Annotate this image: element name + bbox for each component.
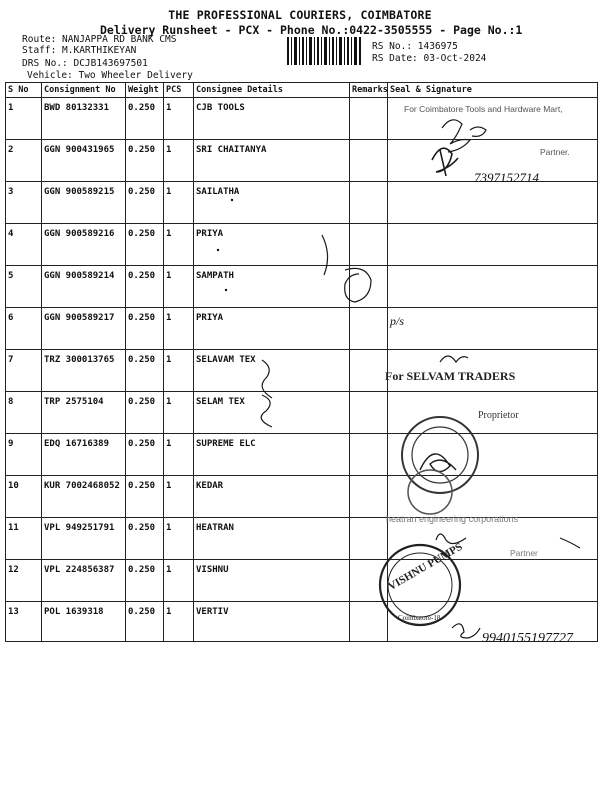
row13-note: 9940155197727 xyxy=(482,631,573,646)
row-sno: 13 xyxy=(6,602,42,642)
row-sno: 9 xyxy=(6,434,42,476)
row-pcs: 1 xyxy=(164,434,194,476)
vishnu-pumps-stamp xyxy=(380,541,464,625)
row-consignee: SRI CHAITANYA xyxy=(194,140,350,182)
row-pcs: 1 xyxy=(164,392,194,434)
phone-note: 7397152714 xyxy=(474,170,539,185)
rs-date: RS Date: 03-Oct-2024 xyxy=(372,53,487,64)
row-consignment: GGN 900589215 xyxy=(42,182,126,224)
row-sno: 3 xyxy=(6,182,42,224)
row-consignment: GGN 900589216 xyxy=(42,224,126,266)
row-pcs: 1 xyxy=(164,224,194,266)
row-sno: 5 xyxy=(6,266,42,308)
row-weight: 0.250 xyxy=(126,518,164,560)
row-consignment: GGN 900589214 xyxy=(42,266,126,308)
row-weight: 0.250 xyxy=(126,560,164,602)
row2-signature xyxy=(432,148,458,176)
staff-line: Staff: M.KARTHIKEYAN xyxy=(22,45,137,56)
cjb-partner-text: Partner. xyxy=(540,147,570,157)
col-weight: Weight xyxy=(126,83,164,98)
row-sno: 10 xyxy=(6,476,42,518)
row-pcs: 1 xyxy=(164,350,194,392)
row-pcs: 1 xyxy=(164,476,194,518)
row-consignment: GGN 900431965 xyxy=(42,140,126,182)
row8-scribble xyxy=(261,395,272,427)
row-consignee: PRIYA xyxy=(194,224,350,266)
row-weight: 0.250 xyxy=(126,392,164,434)
row-pcs: 1 xyxy=(164,560,194,602)
row-consignee: SAMPATH xyxy=(194,266,350,308)
row-sno: 4 xyxy=(6,224,42,266)
row-consignee: SUPREME ELC xyxy=(194,434,350,476)
row-pcs: 1 xyxy=(164,140,194,182)
remarks-scribble xyxy=(322,235,371,302)
row-pcs: 1 xyxy=(164,266,194,308)
col-consignment: Consignment No xyxy=(42,83,126,98)
drs-line: DRS No.: DCJB143697501 xyxy=(22,58,148,69)
row-consignment: GGN 900589217 xyxy=(42,308,126,350)
col-sno: S No xyxy=(6,83,42,98)
company-title: THE PROFESSIONAL COURIERS, COIMBATORE xyxy=(168,8,432,22)
route-line: Route: NANJAPPA RD BANK CMS xyxy=(22,34,177,45)
row-sno: 11 xyxy=(6,518,42,560)
row-weight: 0.250 xyxy=(126,140,164,182)
row-weight: 0.250 xyxy=(126,266,164,308)
row-consignee: VISHNU xyxy=(194,560,350,602)
row-weight: 0.250 xyxy=(126,308,164,350)
row-sno: 1 xyxy=(6,98,42,140)
row-pcs: 1 xyxy=(164,182,194,224)
row-consignment: TRP 2575104 xyxy=(42,392,126,434)
row-weight: 0.250 xyxy=(126,434,164,476)
row-weight: 0.250 xyxy=(126,224,164,266)
rs-number: RS No.: 1436975 xyxy=(372,41,458,52)
row-pcs: 1 xyxy=(164,602,194,642)
row-consignee: CJB TOOLS xyxy=(194,98,350,140)
cjb-stamp-text: For Coimbatore Tools and Hardware Mart, xyxy=(404,104,563,114)
row-consignee: PRIYA xyxy=(194,308,350,350)
row-consignee: SELAM TEX xyxy=(194,392,350,434)
row-pcs: 1 xyxy=(164,98,194,140)
row-consignment: EDQ 16716389 xyxy=(42,434,126,476)
row-consignee: KEDAR xyxy=(194,476,350,518)
row-sno: 12 xyxy=(6,560,42,602)
row-consignee: VERTIV xyxy=(194,602,350,642)
row-weight: 0.250 xyxy=(126,476,164,518)
row-pcs: 1 xyxy=(164,518,194,560)
row-sno: 7 xyxy=(6,350,42,392)
supreme-round-stamp xyxy=(402,417,478,493)
row-sno: 2 xyxy=(6,140,42,182)
row-consignee: SELAVAM TEX xyxy=(194,350,350,392)
col-remarks: Remarks xyxy=(350,83,388,98)
cjb-signature xyxy=(442,120,486,152)
row-consignment: VPL 949251791 xyxy=(42,518,126,560)
row-consignment: VPL 224856387 xyxy=(42,560,126,602)
row-consignment: TRZ 300013765 xyxy=(42,350,126,392)
row-pcs: 1 xyxy=(164,308,194,350)
row-weight: 0.250 xyxy=(126,602,164,642)
row-weight: 0.250 xyxy=(126,182,164,224)
row-consignment: POL 1639318 xyxy=(42,602,126,642)
selvam-stamp: For SELVAM TRADERS xyxy=(385,369,516,383)
vishnu-partner: Partner xyxy=(510,548,538,558)
row-consignment: BWD 80132331 xyxy=(42,98,126,140)
row-consignee: SAILATHA xyxy=(194,182,350,224)
runsheet-title: Delivery Runsheet - PCX - Phone No.:0422-3505555 - Page No.:1 xyxy=(100,23,523,37)
row-consignee: HEATRAN xyxy=(194,518,350,560)
col-pcs: PCS xyxy=(164,83,194,98)
row-consignment: KUR 7002468052 xyxy=(42,476,126,518)
row-weight: 0.250 xyxy=(126,98,164,140)
vishnu-city-text: Coimbatore-18 xyxy=(398,614,441,622)
row13-signature xyxy=(452,624,480,638)
col-seal: Seal & Signature xyxy=(388,83,598,98)
selvam-proprietor: Proprietor xyxy=(478,410,519,421)
vehicle-line: Vehicle: Two Wheeler Delivery xyxy=(27,70,193,81)
row-sno: 6 xyxy=(6,308,42,350)
remarks-ps: p/s xyxy=(390,314,405,328)
row-sno: 8 xyxy=(6,392,42,434)
vishnu-stamp-text: VISHNU PUMPS xyxy=(386,540,465,593)
heatran-stamp: heatran engineering corporations xyxy=(386,514,519,524)
col-consignee: Consignee Details xyxy=(194,83,350,98)
row-weight: 0.250 xyxy=(126,350,164,392)
